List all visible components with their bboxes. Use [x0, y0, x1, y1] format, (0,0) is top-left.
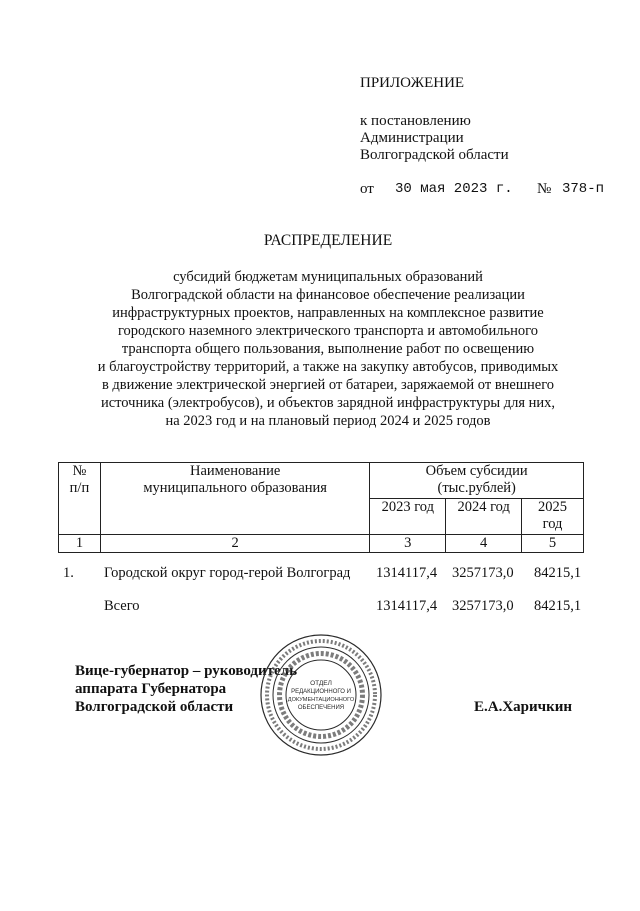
row-value-2025: 84215,1: [534, 565, 582, 581]
col-name-header: [100, 463, 369, 535]
number-value: 378-п: [562, 181, 605, 197]
office-stamp: [258, 632, 384, 758]
row-value-2024: 3257173,0: [452, 565, 514, 581]
index-cell: 2: [100, 535, 369, 553]
description-line: транспорта общего пользования, выполнение работ по освещению: [121, 341, 535, 357]
total-value-2024: 3257173,0: [452, 598, 514, 614]
description-line: субсидий бюджетам муниципальных образований: [173, 269, 483, 285]
col-num-sublabel: п/п: [69, 480, 90, 496]
stamp-outer-lettering: [267, 641, 375, 749]
administration-text: Администрации: [360, 130, 464, 146]
description-line: источника (электробусов), и объектов зарядной инфраструктуры для них,: [100, 395, 556, 411]
table-index-row: [59, 535, 584, 553]
col-num-header: [59, 463, 101, 535]
stamp-middle-lettering: [280, 654, 363, 737]
date-prefix: от: [360, 181, 374, 197]
row-value-2023: 1314117,4: [376, 565, 438, 581]
col-volume-header: [370, 463, 584, 499]
signatory-name: Е.А.Харичкин: [474, 699, 573, 715]
signatory-position-line2: аппарата Губернатора: [75, 681, 227, 697]
document-title: РАСПРЕДЕЛЕНИЕ: [263, 232, 393, 249]
index-cell: 5: [522, 535, 584, 553]
col-volume-unit: (тыс.рублей): [437, 480, 516, 496]
region-text: Волгоградской области: [360, 147, 509, 163]
signatory-position-line1: Вице-губернатор – руководитель: [75, 663, 298, 679]
stamp-text-line: ДОКУМЕНТАЦИОННОГО: [287, 697, 355, 703]
col-name-sublabel: муниципального образования: [143, 480, 327, 496]
description-line: городского наземного электрического транспорта и автомобильного: [117, 323, 539, 339]
stamp-text-line: ОТДЕЛ: [310, 680, 332, 687]
col-num-label: №: [72, 463, 87, 479]
index-cell: 1: [59, 535, 101, 553]
col-volume-label: Объем субсидии: [425, 463, 528, 479]
index-cell: 3: [370, 535, 446, 553]
table-header-row: [59, 463, 584, 499]
col-name-label: Наименование: [189, 463, 281, 479]
document-description: [70, 268, 586, 430]
total-value-2023: 1314117,4: [376, 598, 438, 614]
index-cell: 4: [446, 535, 522, 553]
description-line: Волгоградской области на финансовое обеспечение реализации: [131, 287, 525, 303]
year-2024-header: 2024 год: [446, 499, 522, 535]
row-municipality-name: Городской округ город-герой Волгоград: [104, 565, 351, 581]
description-line: и благоустройству территорий, а также на закупку автобусов, приводимых: [97, 359, 559, 375]
signatory-position-line3: Волгоградской области: [75, 699, 234, 715]
to-resolution-text: к постановлению: [360, 113, 471, 129]
stamp-text-line: РЕДАКЦИОННОГО И: [291, 689, 351, 695]
description-line: в движение электрической энергией от батареи, заряжаемой от внешнего: [101, 377, 555, 393]
appendix-title: ПРИЛОЖЕНИЕ: [360, 75, 465, 91]
date-value: 30 мая 2023 г.: [395, 181, 513, 197]
year-2023-header: 2023 год: [370, 499, 446, 535]
stamp-middle-ring: [273, 647, 369, 743]
description-line: инфраструктурных проектов, направленных на комплексное развитие: [112, 305, 544, 321]
description-line: на 2023 год и на плановый период 2024 и 2025 годов: [165, 413, 491, 429]
number-prefix: №: [537, 181, 552, 197]
year-2025-label: 2025: [538, 499, 568, 515]
stamp-inner-ring: [286, 660, 356, 730]
row-number: 1.: [63, 565, 74, 581]
year-2025-sublabel: год: [542, 516, 563, 532]
total-label: Всего: [104, 598, 140, 614]
stamp-text-line: ОБЕСПЕЧЕНИЯ: [297, 705, 345, 711]
total-value-2025: 84215,1: [534, 598, 582, 614]
subsidy-table: [58, 462, 584, 553]
year-2025-header: [522, 499, 584, 535]
